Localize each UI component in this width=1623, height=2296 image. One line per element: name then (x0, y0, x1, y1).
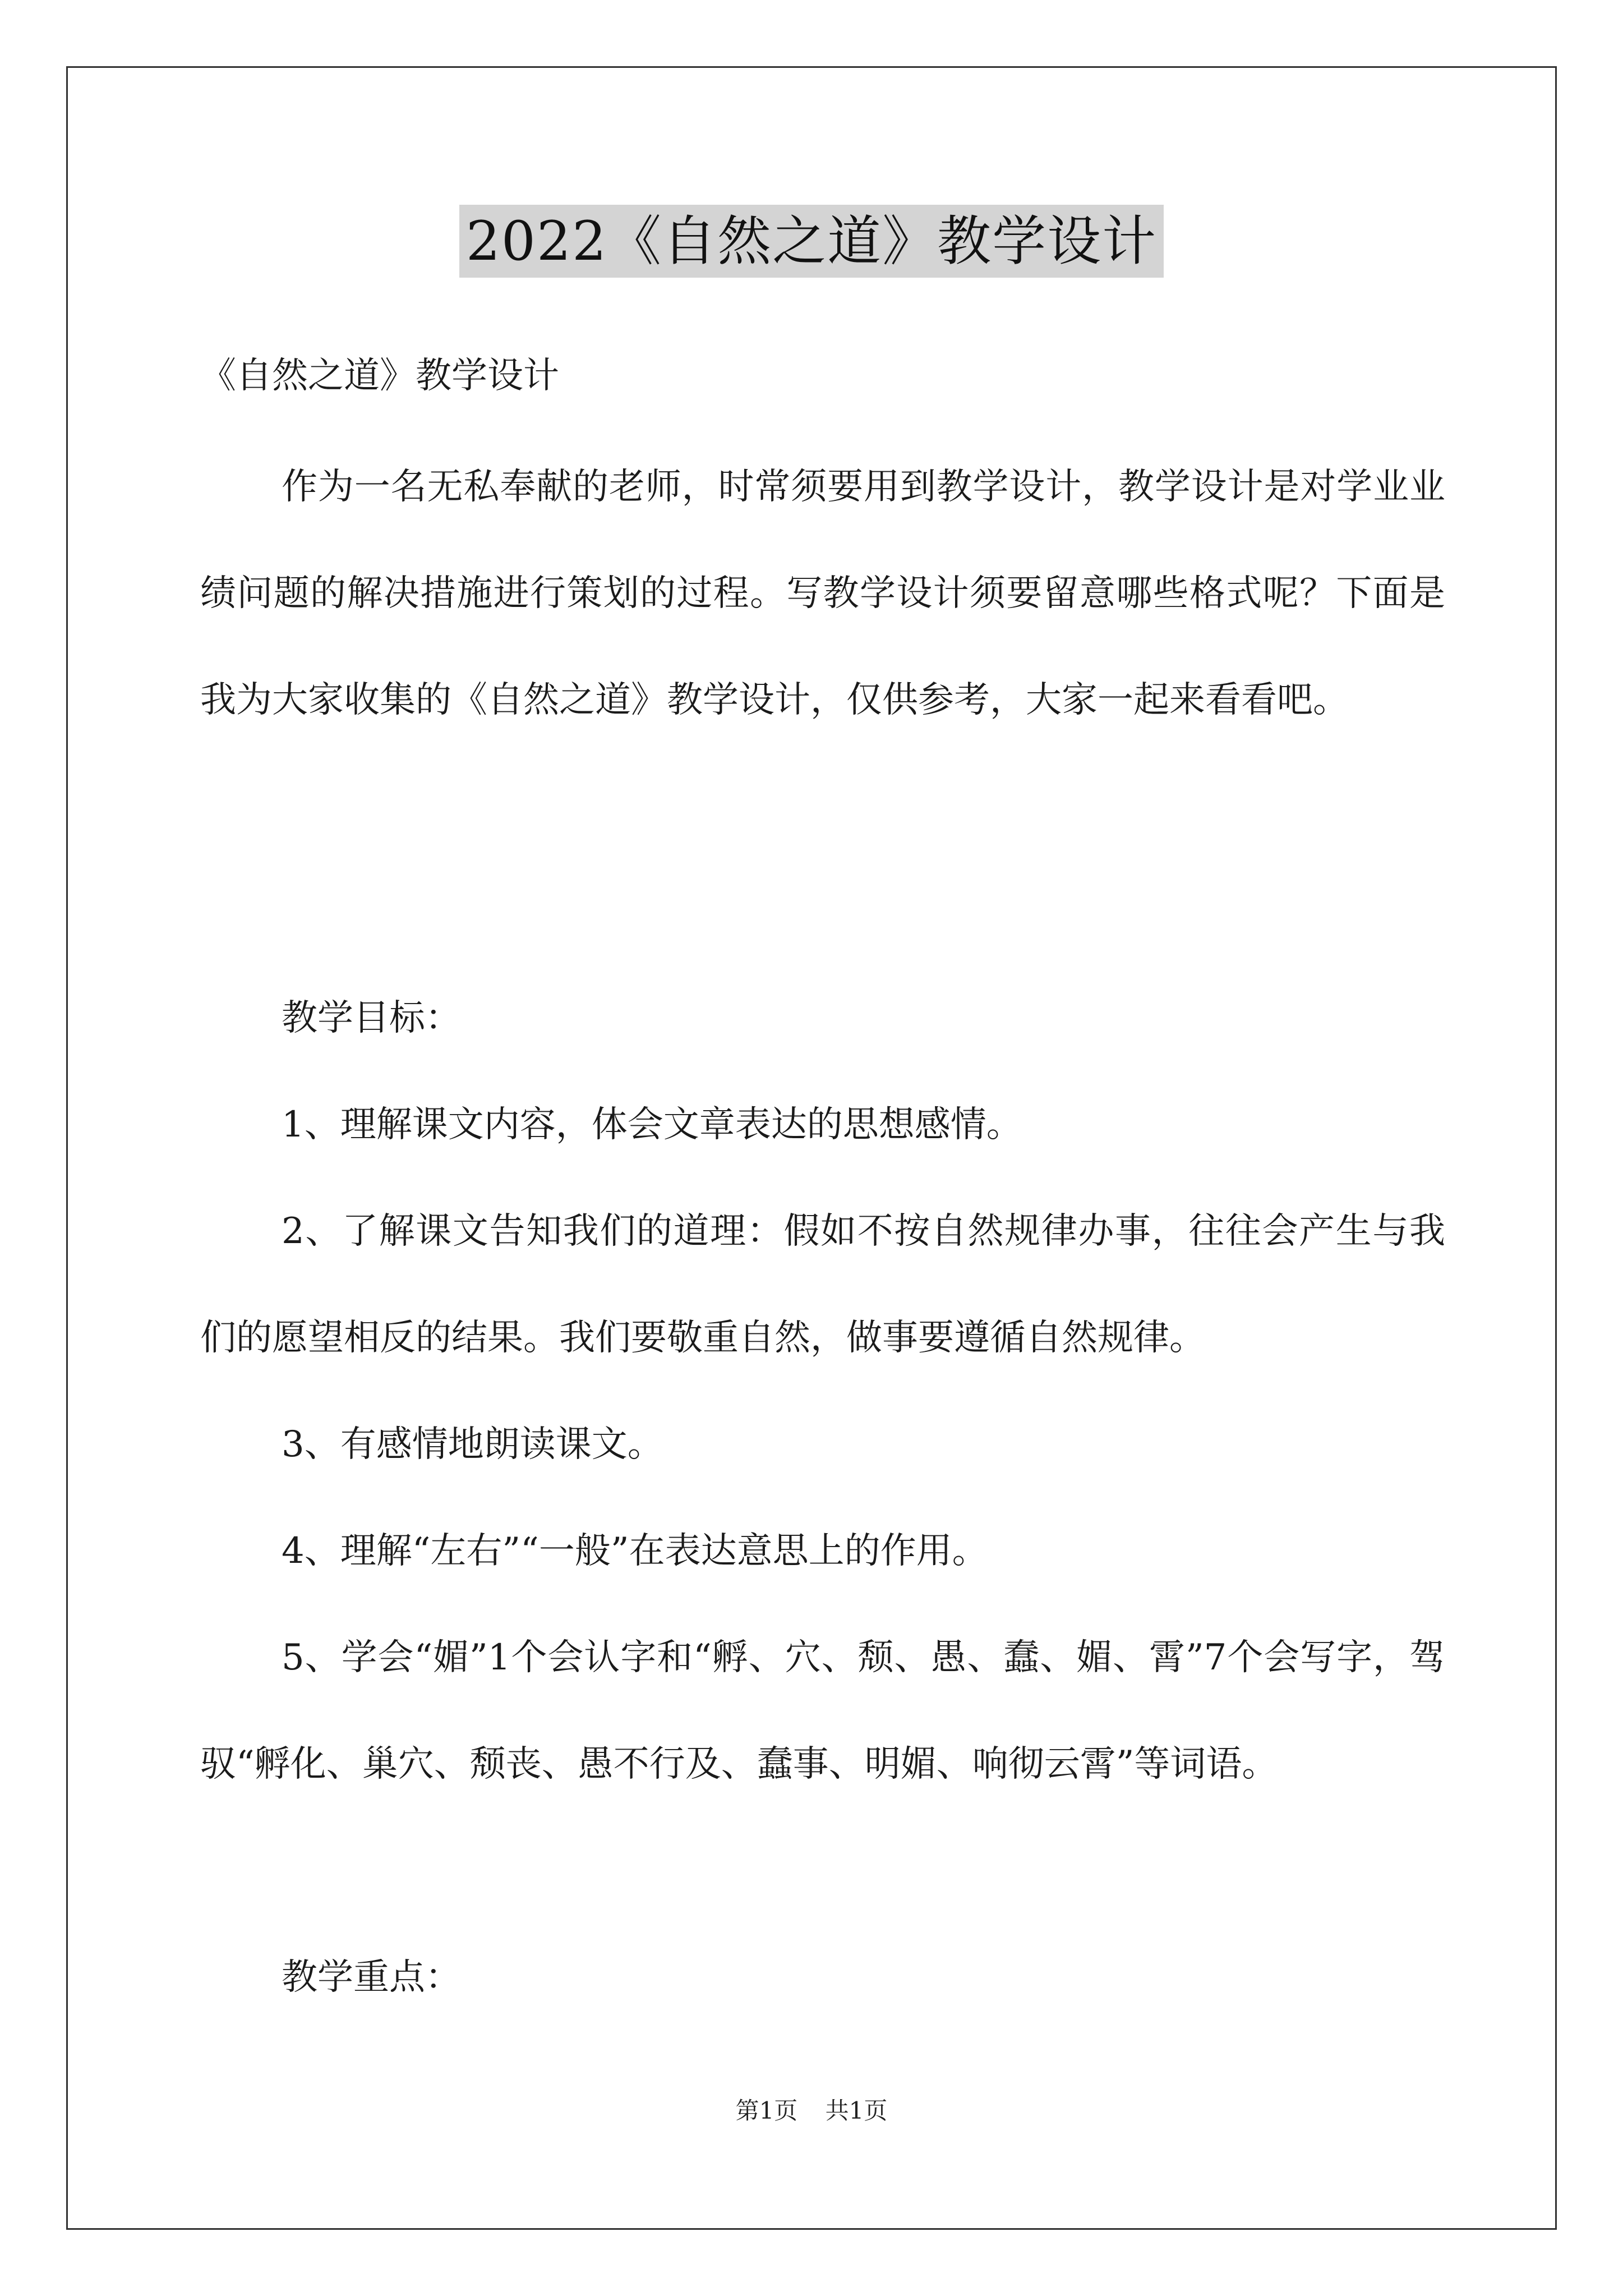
section-heading-key-points: 教学重点： (282, 1957, 461, 1998)
document-title: 2022《自然之道》教学设计 (459, 205, 1164, 278)
intro-paragraph: 作为一名无私奉献的老师，时常须要用到教学设计，教学设计是对学业业绩问题的解决措施进行策划的过程。写教学设计须要留意哪些格式呢？下面是我为大家收集的《自然之道》教学设计，仅供参考，大家一起来看看吧。 (200, 466, 1445, 721)
page-total: 共1页 (825, 2097, 888, 2124)
objective-item-1: 1、理解课文内容，体会文章表达的思想感情。 (282, 1104, 1022, 1145)
page-footer (0, 2095, 1623, 2127)
objective-item-3: 3、有感情地朗读课文。 (282, 1424, 663, 1465)
objective-item-2: 2、了解课文告知我们的道理：假如不按自然规律办事，往往会产生与我们的愿望相反的结果。我们要敬重自然，做事要遵循自然规律。 (200, 1211, 1445, 1359)
section-heading-objectives: 教学目标： (282, 997, 461, 1039)
page-number: 第1页 (735, 2097, 798, 2124)
objective-item-5: 5、学会“媚”1个会认字和“孵、穴、颓、愚、蠢、媚、霄”7个会写字，驾驭“孵化、巢穴、颓丧、愚不行及、蠢事、明媚、响彻云霄”等词语。 (200, 1637, 1445, 1785)
objective-item-4: 4、理解“左右”“一般”在表达意思上的作用。 (282, 1530, 988, 1572)
document-subtitle: 《自然之道》教学设计 (200, 355, 559, 397)
title-container (0, 205, 1623, 278)
